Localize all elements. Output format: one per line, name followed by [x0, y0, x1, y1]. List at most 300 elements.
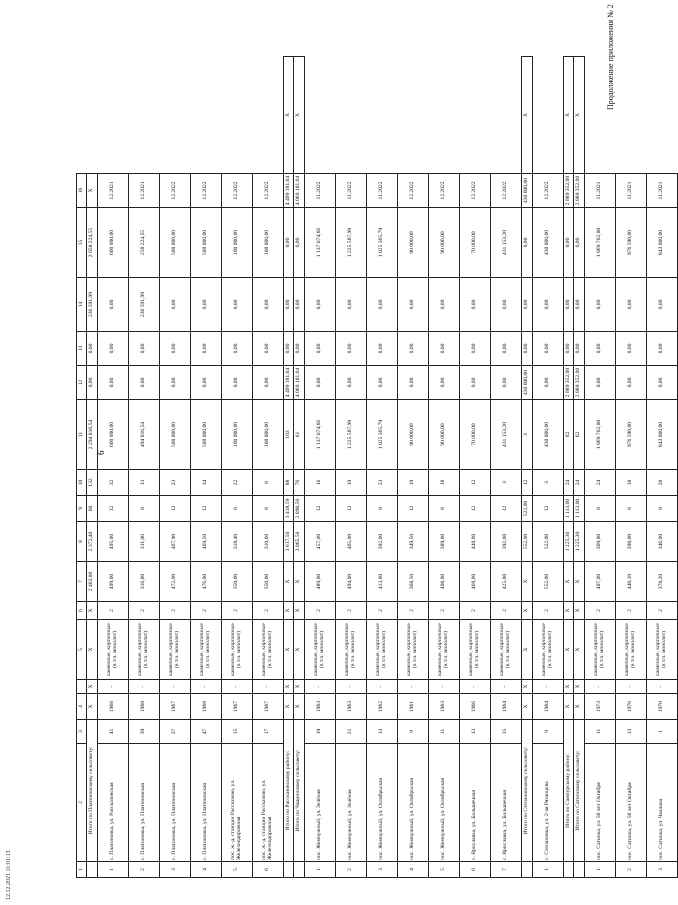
- table-cell: каменные, кирпичные (в т.ч. монолит): [305, 620, 336, 680]
- table-cell: 2: [336, 862, 367, 878]
- table-cell: 0,00: [367, 278, 398, 332]
- table-cell: 62: [574, 400, 585, 470]
- table-cell: каменные, кирпичные (в т.ч. монолит): [429, 620, 460, 680]
- table-cell: 1976: [616, 694, 647, 720]
- column-number: 11: [77, 400, 87, 470]
- table-cell: 425,00: [491, 562, 522, 602]
- table-cell: 12.2022: [460, 174, 491, 208]
- table-cell: 0,00: [398, 278, 429, 332]
- table-cell: 23: [160, 470, 191, 496]
- table-cell: 12: [533, 496, 564, 522]
- table-cell: 0,00: [98, 278, 129, 332]
- table-cell: 316,00: [129, 562, 160, 602]
- table-cell: 8: [429, 496, 460, 522]
- table-cell: 457,00: [305, 522, 336, 562]
- table-cell: X: [522, 562, 533, 602]
- table-cell: -: [367, 680, 398, 694]
- table-cell: 346,00: [647, 522, 678, 562]
- table-body: [87, 57, 678, 878]
- table-cell: -: [160, 680, 191, 694]
- column-number: 9: [77, 496, 87, 522]
- column-number: 2: [77, 744, 87, 862]
- table-cell: 0,00: [284, 278, 294, 332]
- table-cell: 0,00: [491, 278, 522, 332]
- table-cell: 1: [647, 720, 678, 744]
- total-label: Итого по Сатинскому сельсовету:: [574, 720, 585, 862]
- table-cell: X: [564, 694, 574, 720]
- table-cell: 12.2021: [129, 174, 160, 208]
- table-cell: 0,00: [191, 278, 222, 332]
- table-cell: 0,00: [160, 278, 191, 332]
- table-cell: 1968: [191, 694, 222, 720]
- table-cell: 1: [585, 862, 616, 878]
- table-cell: 11.2021: [585, 174, 616, 208]
- table-cell: 2 889 352,00: [564, 366, 574, 400]
- table-cell: -: [398, 680, 429, 694]
- table-cell: 1 113,00: [564, 496, 574, 522]
- table-cell: 12.2022: [191, 174, 222, 208]
- table-cell: 2: [429, 602, 460, 620]
- table-cell: 17: [253, 720, 284, 744]
- table-cell: 1963: [305, 694, 336, 720]
- table-cell: 0,00: [222, 366, 253, 400]
- column-number: 4: [77, 694, 87, 720]
- table-cell: 1968: [98, 694, 129, 720]
- table-cell: 61: [294, 400, 305, 470]
- table-cell: 90 000,00: [429, 400, 460, 470]
- table-cell: 12: [491, 496, 522, 522]
- table-cell: 3: [160, 862, 191, 878]
- table-cell: 1 137 074,66: [305, 208, 336, 278]
- table-cell: 1967: [222, 694, 253, 720]
- table-cell: с. Ярославка, ул. Большечная: [460, 744, 491, 862]
- table-cell: 500 000,00: [160, 208, 191, 278]
- table-cell: 4 499 181,64: [284, 174, 294, 208]
- table-cell: [522, 862, 533, 878]
- table-cell: X: [522, 620, 533, 680]
- table-cell: [87, 862, 98, 878]
- table-cell: 41: [98, 720, 129, 744]
- table-cell: 1 113,00: [574, 496, 585, 522]
- table-cell: 0,00: [336, 278, 367, 332]
- table-cell: 5: [429, 862, 460, 878]
- table-cell: 90 000,00: [398, 400, 429, 470]
- table-cell: 0,00: [305, 332, 336, 366]
- table-cell: 47: [191, 720, 222, 744]
- table-cell: 0,00: [87, 332, 98, 366]
- table-cell: 11.2021: [616, 174, 647, 208]
- table-cell: с. Платоновка, ул. Платоновская: [129, 744, 160, 862]
- table-row: [429, 57, 460, 878]
- table-cell: 2: [616, 602, 647, 620]
- table-cell: 5: [222, 862, 253, 878]
- table-cell: 0,00: [522, 332, 533, 366]
- table-cell: 2: [616, 862, 647, 878]
- table-cell: -: [336, 680, 367, 694]
- table-cell: 90 000,00: [429, 208, 460, 278]
- table-cell: X: [522, 694, 533, 720]
- table-cell: 37: [160, 720, 191, 744]
- table-cell: 2: [460, 602, 491, 620]
- table-cell: 0,00: [129, 332, 160, 366]
- table-cell: 522,00: [522, 496, 533, 522]
- table-cell: 12: [98, 496, 129, 522]
- table-cell: 0,00: [367, 366, 398, 400]
- table-cell: каменные, кирпичные (в т.ч. монолит): [367, 620, 398, 680]
- table-cell: X: [294, 694, 305, 720]
- table-cell: каменные, кирпичные (в т.ч. монолит): [585, 620, 616, 680]
- table-cell: 90 000,00: [398, 208, 429, 278]
- table-cell: 1 225,30: [574, 522, 585, 562]
- table-cell: 1968: [129, 694, 160, 720]
- table-cell: каменные, кирпичные (в т.ч. монолит): [616, 620, 647, 680]
- table-cell: 0,00: [284, 332, 294, 366]
- column-number: 6: [77, 602, 87, 620]
- table-cell: X: [522, 602, 533, 620]
- table-cell: пос. Жемчужный, ул. Октябрьская: [398, 744, 429, 862]
- table-cell: 0,00: [522, 278, 533, 332]
- table-cell: пос. Жемчужный, ул. Октябрьская: [367, 744, 398, 862]
- table-row: [336, 57, 367, 878]
- table-cell: 12: [191, 496, 222, 522]
- table-cell: 600 000,00: [98, 208, 129, 278]
- table-cell: 476,00: [191, 562, 222, 602]
- table-cell: 3: [491, 470, 522, 496]
- table-cell: 0,00: [305, 366, 336, 400]
- table-cell: X: [294, 620, 305, 680]
- table-cell: X: [574, 680, 585, 694]
- table-cell: 0,00: [616, 366, 647, 400]
- table-cell: X: [284, 602, 294, 620]
- table-cell: 0,00: [522, 208, 533, 278]
- table-cell: 4 069 181,64: [294, 174, 305, 208]
- table-cell: -: [585, 680, 616, 694]
- column-number: 1: [77, 862, 87, 878]
- table-cell: 465,00: [336, 522, 367, 562]
- table-cell: 21: [336, 720, 367, 744]
- table-cell: 12.2022: [533, 174, 564, 208]
- table-cell: 11: [429, 720, 460, 744]
- table-cell: с. Платоновка, ул. Платоновская: [191, 744, 222, 862]
- table-cell: 132: [87, 470, 98, 496]
- table-cell: 2 890,50: [294, 496, 305, 522]
- table-cell: 8: [253, 470, 284, 496]
- table-cell: каменные, кирпичные (в т.ч. монолит): [647, 620, 678, 680]
- table-cell: 8: [222, 496, 253, 522]
- table-cell: 12.2022: [398, 174, 429, 208]
- table-cell: 0,00: [429, 332, 460, 366]
- table-cell: 2: [160, 602, 191, 620]
- table-cell: каменные, кирпичные (в т.ч. монолит): [460, 620, 491, 680]
- table-cell: 500 000,00: [160, 400, 191, 470]
- table-cell: 0,00: [564, 208, 574, 278]
- table-cell: 499,00: [98, 562, 129, 602]
- table-cell: 12.2021: [98, 174, 129, 208]
- table-cell: 0,00: [294, 332, 305, 366]
- table-cell: 2: [129, 862, 160, 878]
- table-row: [367, 57, 398, 878]
- table-cell: -: [429, 680, 460, 694]
- table-cell: 0,00: [336, 366, 367, 400]
- table-row: [585, 57, 616, 878]
- table-cell: 2: [491, 602, 522, 620]
- table-cell: 12: [336, 496, 367, 522]
- table-cell: 0,00: [253, 366, 284, 400]
- table-cell: 15: [491, 720, 522, 744]
- table-cell: -: [222, 680, 253, 694]
- table-cell: 76: [294, 470, 305, 496]
- table-cell: 18: [616, 470, 647, 496]
- table-cell: 0,00: [294, 278, 305, 332]
- table-cell: 430 000,00: [522, 174, 533, 208]
- table-cell: 430 000,00: [533, 400, 564, 470]
- table-cell: 70 000,00: [460, 400, 491, 470]
- table-cell: 1964: [491, 694, 522, 720]
- table-cell: 0,00: [398, 366, 429, 400]
- table-cell: 392,00: [491, 522, 522, 562]
- table-cell: пос. Сатинка, ул. 50 лет Октября: [585, 744, 616, 862]
- table-cell: X: [564, 680, 574, 694]
- table-cell: 19: [336, 470, 367, 496]
- table-cell: 1962: [367, 694, 398, 720]
- table-cell: каменные, кирпичные (в т.ч. монолит): [533, 620, 564, 680]
- table-cell: 100 000,00: [222, 400, 253, 470]
- table-cell: 70 000,00: [460, 208, 491, 278]
- table-cell: 350,00: [253, 562, 284, 602]
- table-cell: 2: [367, 602, 398, 620]
- total-label: Итого по Сампурскому району:: [564, 720, 574, 862]
- table-cell: X: [294, 57, 305, 174]
- table-cell: 258 224,55: [129, 208, 160, 278]
- table-cell: 6: [253, 862, 284, 878]
- table-cell: 13: [367, 720, 398, 744]
- table-cell: X: [284, 680, 294, 694]
- table-cell: 500 000,00: [191, 208, 222, 278]
- table-cell: пос. Сатинка, ул. 50 лет Октября: [616, 744, 647, 862]
- table-cell: 472,00: [160, 562, 191, 602]
- table-cell: 236 591,99: [87, 278, 98, 332]
- table-row: [98, 57, 129, 878]
- total-label: Итого по Рассказовскому району:: [284, 720, 294, 862]
- table-cell: 62: [564, 400, 574, 470]
- table-cell: 24: [585, 470, 616, 496]
- table-cell: 2: [533, 602, 564, 620]
- table-cell: 1961: [398, 694, 429, 720]
- table-cell: 448,00: [460, 522, 491, 562]
- table-cell: [574, 862, 585, 878]
- table-cell: 3: [533, 470, 564, 496]
- table-cell: X: [284, 620, 294, 680]
- table-cell: 0,00: [564, 278, 574, 332]
- table-cell: 310,60: [253, 522, 284, 562]
- table-cell: 413,00: [367, 562, 398, 602]
- table-cell: 0,00: [429, 278, 460, 332]
- repair-schedule-table: [76, 56, 678, 878]
- table-cell: 350,00: [222, 562, 253, 602]
- table-cell: 88: [284, 470, 294, 496]
- table-cell: 0,00: [574, 208, 585, 278]
- table-cell: каменные, кирпичные (в т.ч. монолит): [253, 620, 284, 680]
- table-cell: пос. ж.-д. станции Рассказово, ул. Железнодорожная: [222, 744, 253, 862]
- table-cell: 3: [367, 862, 398, 878]
- table-cell: 1963: [336, 694, 367, 720]
- table-row: [222, 57, 253, 878]
- table-cell: X: [574, 602, 585, 620]
- column-number: 16: [77, 174, 87, 208]
- table-cell: 430 000,00: [533, 208, 564, 278]
- table-cell: 0,00: [429, 366, 460, 400]
- table-cell: X: [87, 680, 98, 694]
- table-cell: 4: [191, 862, 222, 878]
- column-number: 7: [77, 562, 87, 602]
- table-cell: 2: [129, 602, 160, 620]
- table-cell: 0,00: [253, 332, 284, 366]
- table-cell: 1967: [160, 694, 191, 720]
- table-cell: [284, 862, 294, 878]
- table-cell: 22: [222, 470, 253, 496]
- table-cell: 12.2022: [253, 174, 284, 208]
- table-cell: [294, 862, 305, 878]
- table-cell: 1 025 365,79: [367, 208, 398, 278]
- table-row: [491, 57, 522, 878]
- table-cell: 13: [616, 720, 647, 744]
- table-cell: 600 000,00: [98, 400, 129, 470]
- table-cell: 0,00: [294, 208, 305, 278]
- table-cell: 0,00: [253, 278, 284, 332]
- table-cell: 100 000,00: [253, 208, 284, 278]
- table-cell: каменные, кирпичные (в т.ч. монолит): [191, 620, 222, 680]
- table-cell: 369,00: [585, 522, 616, 562]
- district-total-row: [284, 57, 294, 878]
- table-row: [647, 57, 678, 878]
- table-cell: -: [305, 680, 336, 694]
- table-cell: 7: [491, 862, 522, 878]
- table-cell: 6: [460, 862, 491, 878]
- table-cell: 12.2022: [491, 174, 522, 208]
- column-number: 14: [77, 278, 87, 332]
- table-cell: 100 000,00: [253, 400, 284, 470]
- table-cell: 1 069 762,00: [585, 400, 616, 470]
- column-number: 5: [77, 620, 87, 680]
- table-cell: 1 025 365,79: [367, 400, 398, 470]
- table-cell: 236 591,99: [129, 278, 160, 332]
- table-cell: 8: [585, 496, 616, 522]
- table-cell: 39: [129, 720, 160, 744]
- table-cell: X: [564, 57, 574, 174]
- table-cell: 0,00: [336, 332, 367, 366]
- table-cell: 2: [253, 602, 284, 620]
- table-cell: X: [574, 562, 585, 602]
- table-cell: 0,00: [160, 366, 191, 400]
- table-cell: 1973: [585, 694, 616, 720]
- council-total-row: [294, 57, 305, 878]
- table-cell: X: [522, 57, 533, 174]
- table-cell: 2: [98, 602, 129, 620]
- table-cell: 1: [305, 862, 336, 878]
- table-cell: 8: [647, 496, 678, 522]
- table-cell: 12: [460, 470, 491, 496]
- table-cell: 18: [429, 470, 460, 496]
- table-cell: 0,00: [87, 366, 98, 400]
- table-cell: 12.2022: [222, 174, 253, 208]
- table-cell: 389,00: [429, 522, 460, 562]
- table-cell: 1 225 587,99: [336, 400, 367, 470]
- table-cell: 431 153,20: [491, 208, 522, 278]
- table-cell: 430 000,00: [522, 366, 533, 400]
- table-cell: каменные, кирпичные (в т.ч. монолит): [160, 620, 191, 680]
- table-cell: X: [564, 620, 574, 680]
- district-total-row: [564, 57, 574, 878]
- table-row: [616, 57, 647, 878]
- column-number: 3: [77, 720, 87, 744]
- table-cell: каменные, кирпичные (в т.ч. монолит): [98, 620, 129, 680]
- table-cell: 0,00: [574, 332, 585, 366]
- table-cell: X: [522, 680, 533, 694]
- table-cell: 0,00: [160, 332, 191, 366]
- table-row: [129, 57, 160, 878]
- table-cell: [564, 862, 574, 878]
- table-cell: 2: [336, 602, 367, 620]
- table-cell: X: [284, 694, 294, 720]
- table-cell: 12: [460, 496, 491, 522]
- table-row: [398, 57, 429, 878]
- table-cell: 0,00: [98, 332, 129, 366]
- table-row: [160, 57, 191, 878]
- table-cell: X: [574, 694, 585, 720]
- table-cell: 19: [398, 470, 429, 496]
- table-cell: X: [574, 620, 585, 680]
- table-cell: 378,20: [647, 562, 678, 602]
- table-cell: 311,00: [129, 522, 160, 562]
- table-cell: 468,00: [460, 562, 491, 602]
- table-cell: 2 889 352,00: [574, 366, 585, 400]
- table-cell: 318,40: [222, 522, 253, 562]
- table-cell: 3 418,59: [284, 496, 294, 522]
- table-cell: 2: [585, 602, 616, 620]
- table-cell: 8: [253, 496, 284, 522]
- table-cell: 9: [398, 720, 429, 744]
- table-cell: 12: [398, 496, 429, 522]
- table-cell: 407,00: [585, 562, 616, 602]
- table-cell: X: [284, 562, 294, 602]
- council-total-row: [574, 57, 585, 878]
- table-cell: 0,00: [222, 332, 253, 366]
- table-cell: X: [284, 57, 294, 174]
- table-cell: X: [87, 174, 98, 208]
- table-cell: 0,00: [585, 278, 616, 332]
- table-cell: 1 225,30: [564, 522, 574, 562]
- table-cell: 20: [647, 470, 678, 496]
- total-label: Итого по Степановскому сельсовету:: [522, 720, 533, 862]
- table-cell: 100 000,00: [222, 208, 253, 278]
- table-cell: 16: [305, 470, 336, 496]
- table-cell: 1: [533, 862, 564, 878]
- table-cell: 552,00: [533, 562, 564, 602]
- table-cell: 103: [284, 400, 294, 470]
- table-cell: -: [191, 680, 222, 694]
- table-cell: X: [564, 562, 574, 602]
- table-cell: 1 069 762,00: [585, 208, 616, 278]
- table-cell: -: [533, 680, 564, 694]
- table-cell: 0,00: [222, 278, 253, 332]
- table-cell: 843 000,00: [647, 208, 678, 278]
- table-cell: 9: [533, 720, 564, 744]
- table-cell: 13: [129, 470, 160, 496]
- table-cell: 0,00: [98, 366, 129, 400]
- table-cell: с. Ярославка, ул. Большечная: [491, 744, 522, 862]
- table-cell: 2 889 352,00: [574, 174, 585, 208]
- appendix-heading: Продолжение приложения № 2: [606, 4, 615, 110]
